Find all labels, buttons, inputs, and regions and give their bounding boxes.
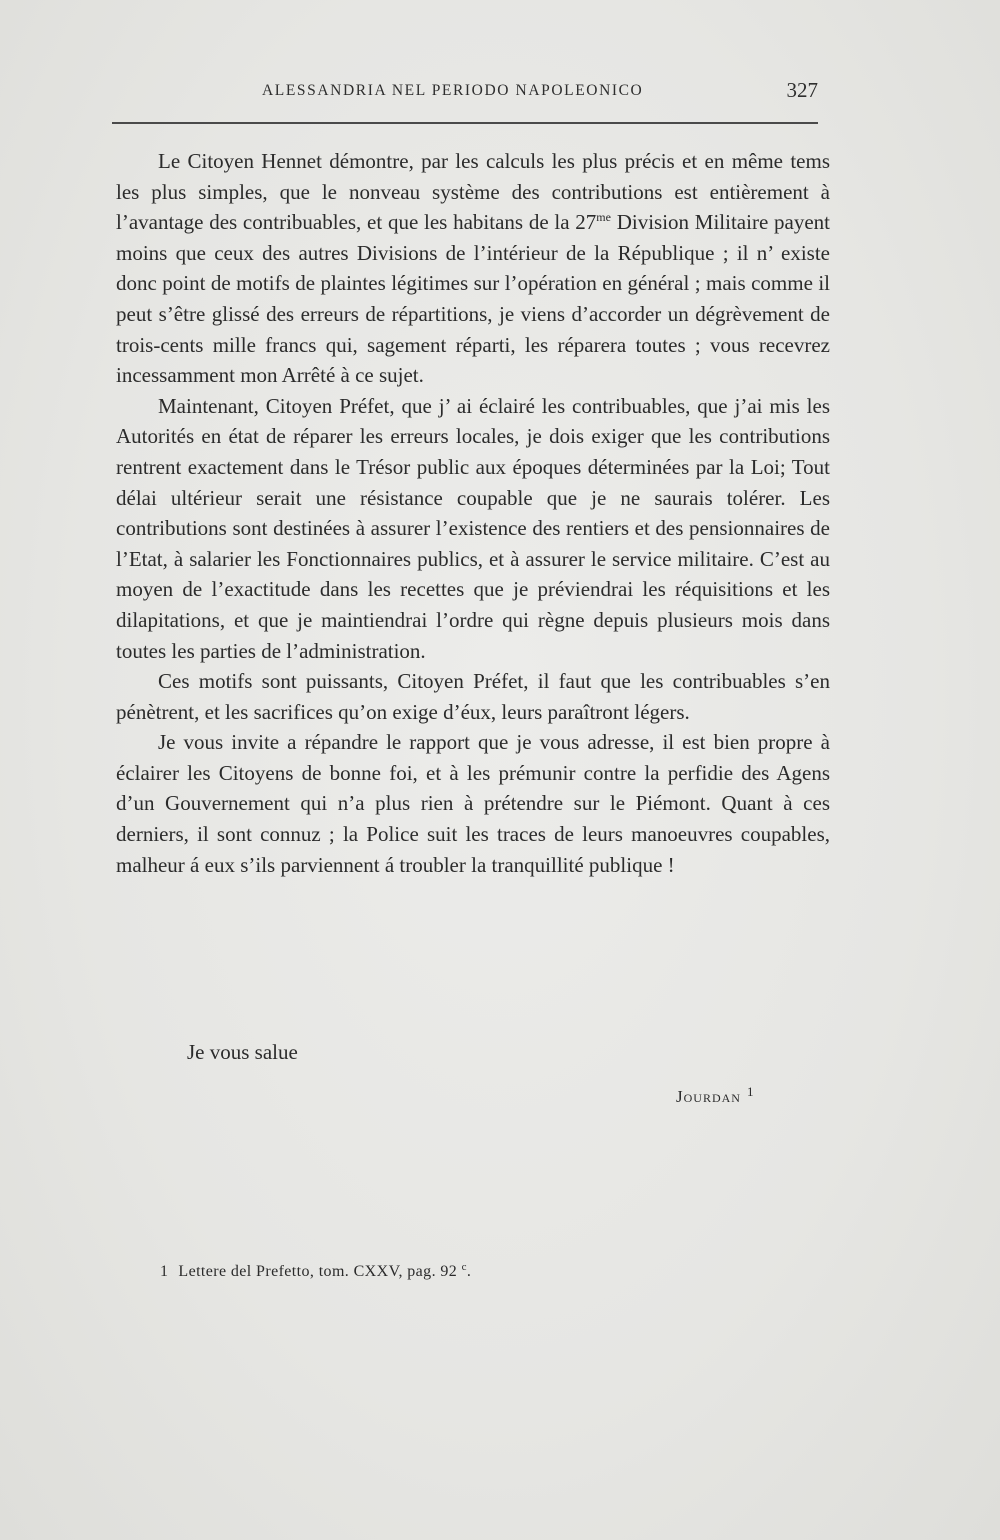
footnote-end: . (466, 1263, 472, 1280)
footnote-superscript: c (461, 1261, 467, 1273)
page-header (112, 78, 818, 108)
footnote (160, 1261, 471, 1281)
body-text (116, 146, 830, 880)
running-title: ALESSANDRIA NEL PERIODO NAPOLEONICO (262, 82, 644, 99)
paragraph-2: Maintenant, Citoyen Préfet, que j’ ai éclairé les contribuables, que j’ai mis les Autorités en état de réparer les erreurs locales, je dois exiger que les contributions rentrent exactement dans le Trésor public aux époques déterminées par la Loi; Tout délai ultérieur serait une résistance coupable que je ne saurais tolérer. Les contributions sont destinées à assurer l’existence des rentiers et des pensionnaires de l’Etat, à salarier les Fonctionnaires publics, et à assurer le service militaire. C’est au moyen de l’exactitude dans les recettes que je préviendrai les réquisitions et les dilapitations, et que je maintiendrai l’ordre qui règne depuis plusieurs mois dans toutes les parties de l’administration. (116, 393, 830, 663)
footnote-text: Lettere del Prefetto, tom. CXXV, pag. 92 (178, 1263, 458, 1280)
paragraph-1 (116, 146, 830, 391)
footnote-reference: 1 (746, 1084, 755, 1099)
page-number: 327 (786, 78, 818, 102)
paragraph-1-text-start: Le Citoyen Hennet démontre, par les calculs les plus précis et en même tems les plus simples, que le nonveau système des contributions est entièrement à l’avantage des contribuables, et que les habitans de la 27 (116, 149, 830, 235)
footnote-mark: 1 (160, 1263, 169, 1280)
paragraph-4: Je vous invite a répandre le rapport que je vous adresse, il est bien propre à éclairer les Citoyens de bonne foi, et à les prémunir contre la perfidie des Agens d’un Gouvernement qui n’a plus rien à prétendre sur le Piémont. Quant à ces derniers, il sont connuz ; la Police suit les traces de leurs manoeuvres coupables, malheur á eux s’ils parviennent á troubler la tranquillité publique ! (116, 730, 830, 877)
paragraph-1-text-end: Division Militaire payent moins que ceux des autres Divisions de l’intérieur de la République ; il n’ existe donc point de motifs de plaintes légitimes sur l’opération en général ; mais comme il peut s’être glissé des erreurs de répartitions, je viens d’accorder un dégrèvement de trois-cents mille francs qui, sagement réparti, les réparera toutes ; vous recevrez incessamment mon Arrêté à ce sujet. (116, 210, 831, 388)
signature (676, 1084, 754, 1107)
ordinal-superscript: me (596, 210, 611, 225)
paragraph-3: Ces motifs sont puissants, Citoyen Préfet, il faut que les contribuables s’en pénètrent, et les sacrifices qu’on exige d’éux, leurs paraîtront légers. (116, 669, 830, 724)
signature-name: Jourdan (676, 1087, 741, 1106)
header-rule (112, 122, 818, 124)
closing-salutation: Je vous salue (187, 1040, 298, 1064)
